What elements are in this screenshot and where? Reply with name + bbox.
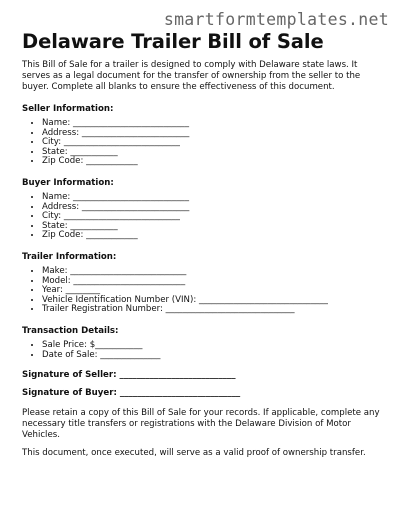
trailer-heading: Trailer Information: bbox=[22, 251, 117, 262]
trailer-registration-field: • Trailer Registration Number: ______________________________ bbox=[42, 305, 384, 315]
seller-address-field: • Address: _________________________ bbox=[42, 129, 384, 139]
retention-paragraph: Please retain a copy of this Bill of Sale for your records. If applicable, complete any necessary title transfers or registrations with the Delaware Division of Motor Vehicles. bbox=[22, 408, 380, 441]
seller-signature-line: Signature of Seller: ___________________________ bbox=[22, 370, 236, 381]
buyer-city-field: • City: ___________________________ bbox=[42, 212, 384, 222]
buyer-zip-field: • Zip Code: ____________ bbox=[42, 231, 384, 241]
buyer-heading: Buyer Information: bbox=[22, 177, 114, 188]
transaction-fields bbox=[22, 341, 384, 360]
trailer-year-field: • Year: ________ bbox=[42, 286, 384, 296]
buyer-signature-line: Signature of Buyer: ____________________________ bbox=[22, 388, 241, 399]
watermark-text: smartformtemplates.net bbox=[163, 10, 389, 29]
seller-fields bbox=[22, 119, 384, 167]
sale-price-field: • Sale Price: $___________ bbox=[42, 341, 384, 351]
seller-name-field: • Name: ___________________________ bbox=[42, 119, 384, 129]
intro-paragraph: This Bill of Sale for a trailer is designed to comply with Delaware state laws. It serves as a legal document for the transfer of ownership from the seller to the buyer. Complete all blanks to ensure the effectiveness of this document. bbox=[22, 60, 361, 92]
buyer-fields bbox=[22, 193, 384, 241]
trailer-make-field: • Make: ___________________________ bbox=[42, 267, 384, 277]
buyer-section bbox=[22, 178, 384, 241]
buyer-name-field: • Name: ___________________________ bbox=[42, 193, 384, 203]
date-of-sale-field: • Date of Sale: ______________ bbox=[42, 351, 384, 361]
seller-zip-field: • Zip Code: ____________ bbox=[42, 157, 384, 167]
document-body bbox=[22, 30, 384, 459]
trailer-section bbox=[22, 252, 384, 315]
trailer-fields bbox=[22, 267, 384, 315]
document-title: Delaware Trailer Bill of Sale bbox=[22, 30, 324, 53]
seller-section bbox=[22, 104, 384, 167]
seller-city-field: • City: ___________________________ bbox=[42, 138, 384, 148]
seller-heading: Seller Information: bbox=[22, 104, 114, 114]
transaction-heading: Transaction Details: bbox=[22, 325, 119, 336]
trailer-vin-field: • Vehicle Identification Number (VIN): ______________________________ bbox=[42, 296, 384, 306]
buyer-address-field: • Address: _________________________ bbox=[42, 203, 384, 213]
trailer-model-field: • Model: __________________________ bbox=[42, 277, 384, 287]
buyer-state-field: • State: ___________ bbox=[42, 222, 384, 232]
seller-state-field: • State: ___________ bbox=[42, 148, 384, 158]
transaction-section bbox=[22, 326, 384, 360]
validity-paragraph: This document, once executed, will serve as a valid proof of ownership transfer. bbox=[22, 448, 366, 459]
